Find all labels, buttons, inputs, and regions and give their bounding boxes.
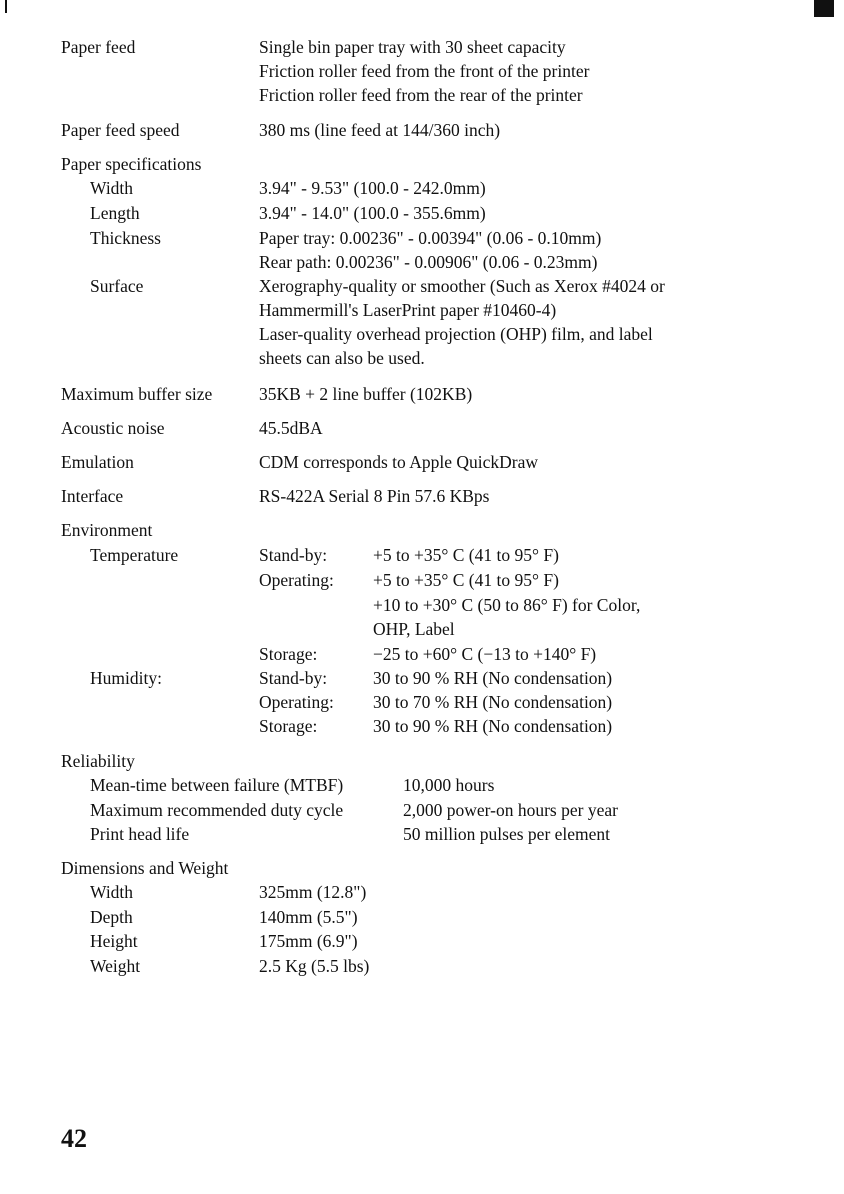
env-row-value: −25 to +60° C (−13 to +140° F) bbox=[373, 644, 597, 664]
env-row-value: 30 to 90 % RH (No condensation) bbox=[373, 716, 613, 736]
reliability-label: Reliability bbox=[61, 751, 135, 771]
env-row-value: 30 to 90 % RH (No condensation) bbox=[373, 668, 613, 688]
env-row-value: +5 to +35° C (41 to 95° F) bbox=[373, 570, 559, 590]
env-row-key: Operating: bbox=[259, 570, 334, 590]
env-row-value: +10 to +30° C (50 to 86° F) for Color, bbox=[373, 595, 641, 615]
paper-length-value: 3.94" - 14.0" (100.0 - 355.6mm) bbox=[259, 203, 486, 223]
paper-feed-speed-value: 380 ms (line feed at 144/360 inch) bbox=[259, 120, 501, 140]
buffer-value: 35KB + 2 line buffer (102KB) bbox=[259, 384, 473, 404]
paper-thickness-line-1: Paper tray: 0.00236" - 0.00394" (0.06 - 0.10mm) bbox=[259, 228, 602, 248]
paper-thickness-line-2: Rear path: 0.00236" - 0.00906" (0.06 - 0.23mm) bbox=[259, 252, 598, 272]
dimension-row-value: 325mm (12.8") bbox=[259, 882, 367, 902]
reliability-row-value: 50 million pulses per element bbox=[403, 824, 611, 844]
emulation-value: CDM corresponds to Apple QuickDraw bbox=[259, 452, 538, 472]
reliability-row-value: 2,000 power-on hours per year bbox=[403, 800, 618, 820]
noise-value: 45.5dBA bbox=[259, 418, 323, 438]
env-row-value: +5 to +35° C (41 to 95° F) bbox=[373, 545, 559, 565]
paper-width-label: Width bbox=[90, 178, 134, 198]
emulation-label: Emulation bbox=[61, 452, 134, 472]
env-row-value: 30 to 70 % RH (No condensation) bbox=[373, 692, 613, 712]
paper-surface-line-3: Laser-quality overhead projection (OHP) film, and label bbox=[259, 324, 653, 344]
paper-surface-label: Surface bbox=[90, 276, 144, 296]
interface-label: Interface bbox=[61, 486, 124, 506]
reliability-row-key: Print head life bbox=[90, 824, 190, 844]
paper-feed-speed-label: Paper feed speed bbox=[61, 120, 180, 140]
dimension-row-value: 140mm (5.5") bbox=[259, 907, 358, 927]
buffer-label: Maximum buffer size bbox=[61, 384, 213, 404]
crop-mark-bar bbox=[5, 0, 7, 13]
dimension-row-key: Weight bbox=[90, 956, 141, 976]
humidity-label: Humidity: bbox=[90, 668, 162, 688]
environment-label: Environment bbox=[61, 520, 153, 540]
paper-surface-line-2: Hammermill's LaserPrint paper #10460-4) bbox=[259, 300, 557, 320]
paper-surface-line-4: sheets can also be used. bbox=[259, 348, 425, 368]
paper-feed-label: Paper feed bbox=[61, 37, 136, 57]
paper-feed-line-1: Single bin paper tray with 30 sheet capacity bbox=[259, 37, 566, 57]
paper-feed-line-3: Friction roller feed from the rear of the printer bbox=[259, 85, 583, 105]
env-row-key: Stand-by: bbox=[259, 668, 328, 688]
reliability-row-value: 10,000 hours bbox=[403, 775, 495, 795]
paper-surface-line-1: Xerography-quality or smoother (Such as Xerox #4024 or bbox=[259, 276, 665, 296]
noise-label: Acoustic noise bbox=[61, 418, 165, 438]
paper-length-label: Length bbox=[90, 203, 140, 223]
dimension-row-key: Height bbox=[90, 931, 138, 951]
dimensions-label: Dimensions and Weight bbox=[61, 858, 229, 878]
reliability-row-key: Mean-time between failure (MTBF) bbox=[90, 775, 344, 795]
interface-value: RS-422A Serial 8 Pin 57.6 KBps bbox=[259, 486, 490, 506]
dimension-row-key: Width bbox=[90, 882, 134, 902]
dimension-row-value: 2.5 Kg (5.5 lbs) bbox=[259, 956, 370, 976]
dimension-row-value: 175mm (6.9") bbox=[259, 931, 358, 951]
page-number: 42 bbox=[61, 1124, 87, 1153]
temperature-label: Temperature bbox=[90, 545, 179, 565]
env-row-key: Operating: bbox=[259, 692, 334, 712]
env-row-key: Storage: bbox=[259, 644, 318, 664]
env-row-key: Stand-by: bbox=[259, 545, 328, 565]
paper-feed-line-2: Friction roller feed from the front of the printer bbox=[259, 61, 590, 81]
crop-mark-box bbox=[814, 0, 834, 17]
env-row-key: Storage: bbox=[259, 716, 318, 736]
paper-width-value: 3.94" - 9.53" (100.0 - 242.0mm) bbox=[259, 178, 486, 198]
reliability-row-key: Maximum recommended duty cycle bbox=[90, 800, 344, 820]
paper-thickness-label: Thickness bbox=[90, 228, 161, 248]
paper-specs-label: Paper specifications bbox=[61, 154, 202, 174]
env-row-value: OHP, Label bbox=[373, 619, 455, 639]
dimension-row-key: Depth bbox=[90, 907, 133, 927]
